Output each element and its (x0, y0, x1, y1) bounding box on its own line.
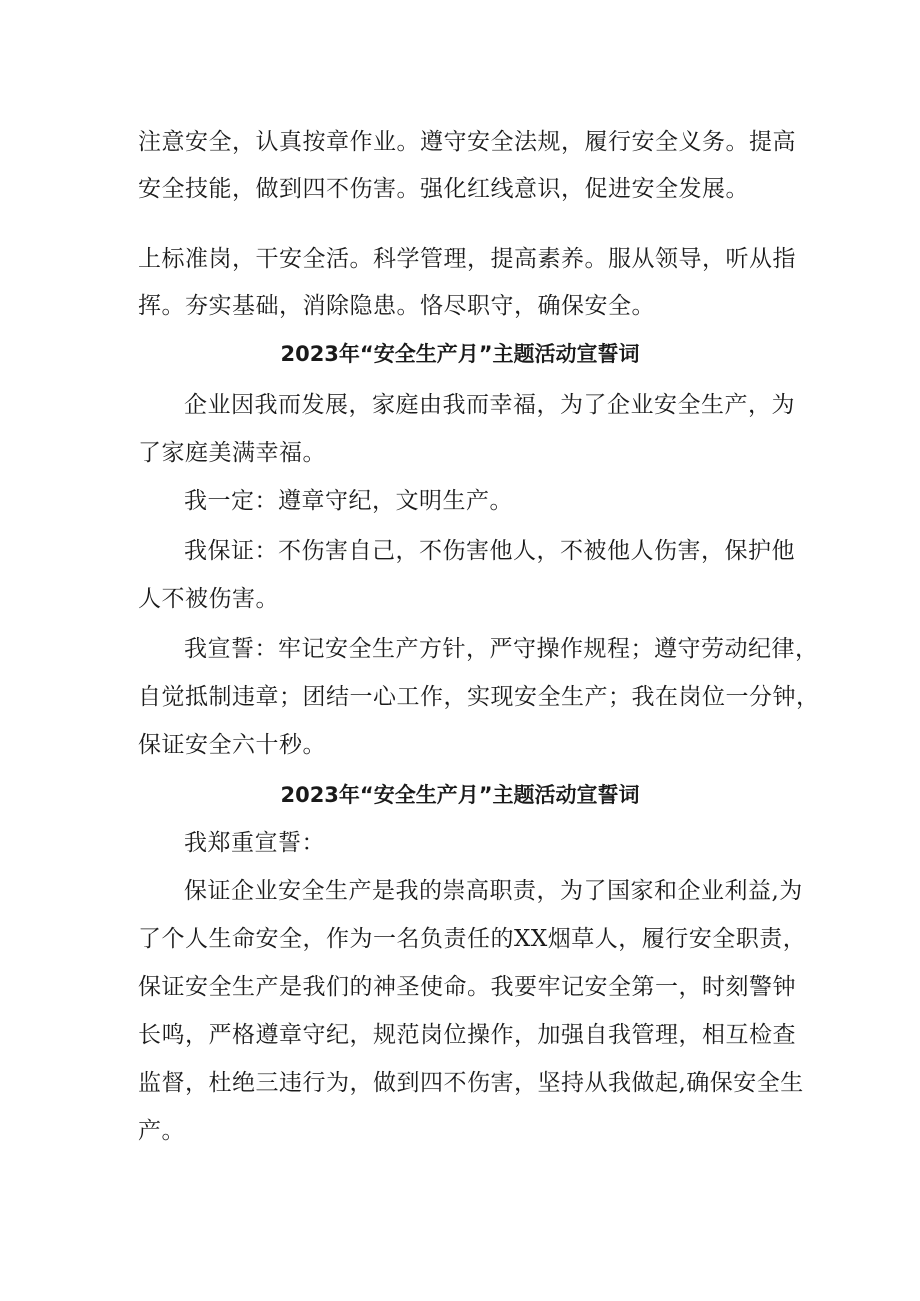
paragraph-line: 我宣誓：牢记安全生产方针，严守操作规程；遵守劳动纪律， (184, 636, 819, 662)
oath-title: 2023年“安全生产月”主题活动宣誓词 (280, 342, 640, 366)
paragraph-line: 产。 (138, 1118, 185, 1144)
paragraph-line: 企业因我而发展，家庭由我而幸福，为了企业安全生产，为 (184, 392, 795, 418)
oath-title: 2023年“安全生产月”主题活动宣誓词 (280, 783, 640, 807)
paragraph-line: 自觉抵制违章；团结一心工作，实现安全生产；我在岗位一分钟， (138, 684, 820, 710)
paragraph-line: 保证安全生产是我们的神圣使命。我要牢记安全第一，时刻警钟 (138, 974, 796, 1000)
paragraph-line: 长鸣，严格遵章守纪，规范岗位操作，加强自我管理，相互检查 (138, 1022, 796, 1048)
paragraph-line: 人不被伤害。 (138, 586, 279, 612)
paragraph-line: 安全技能，做到四不伤害。强化红线意识，促进安全发展。 (138, 176, 749, 202)
paragraph-line: 了家庭美满幸福。 (138, 440, 326, 466)
paragraph-line: 上标准岗，干安全活。科学管理，提高素养。服从领导，听从指 (138, 246, 796, 272)
paragraph-line: 保证安全六十秒。 (138, 732, 326, 758)
paragraph-line: 注意安全，认真按章作业。遵守安全法规，履行安全义务。提高 (138, 129, 796, 155)
paragraph-line: 我郑重宣誓： (184, 830, 325, 856)
paragraph-line: 了个人生命安全，作为一名负责任的XX烟草人，履行安全职责， (138, 926, 807, 952)
paragraph-line: 保证企业安全生产是我的崇高职责，为了国家和企业利益,为 (184, 878, 803, 904)
paragraph-line: 我保证：不伤害自己，不伤害他人，不被他人伤害，保护他 (184, 538, 795, 564)
paragraph-line: 监督，杜绝三违行为，做到四不伤害，坚持从我做起,确保安全生 (138, 1070, 804, 1096)
paragraph-line: 挥。夯实基础，消除隐患。恪尽职守，确保安全。 (138, 293, 655, 319)
paragraph-line: 我一定：遵章守纪，文明生产。 (184, 488, 513, 514)
